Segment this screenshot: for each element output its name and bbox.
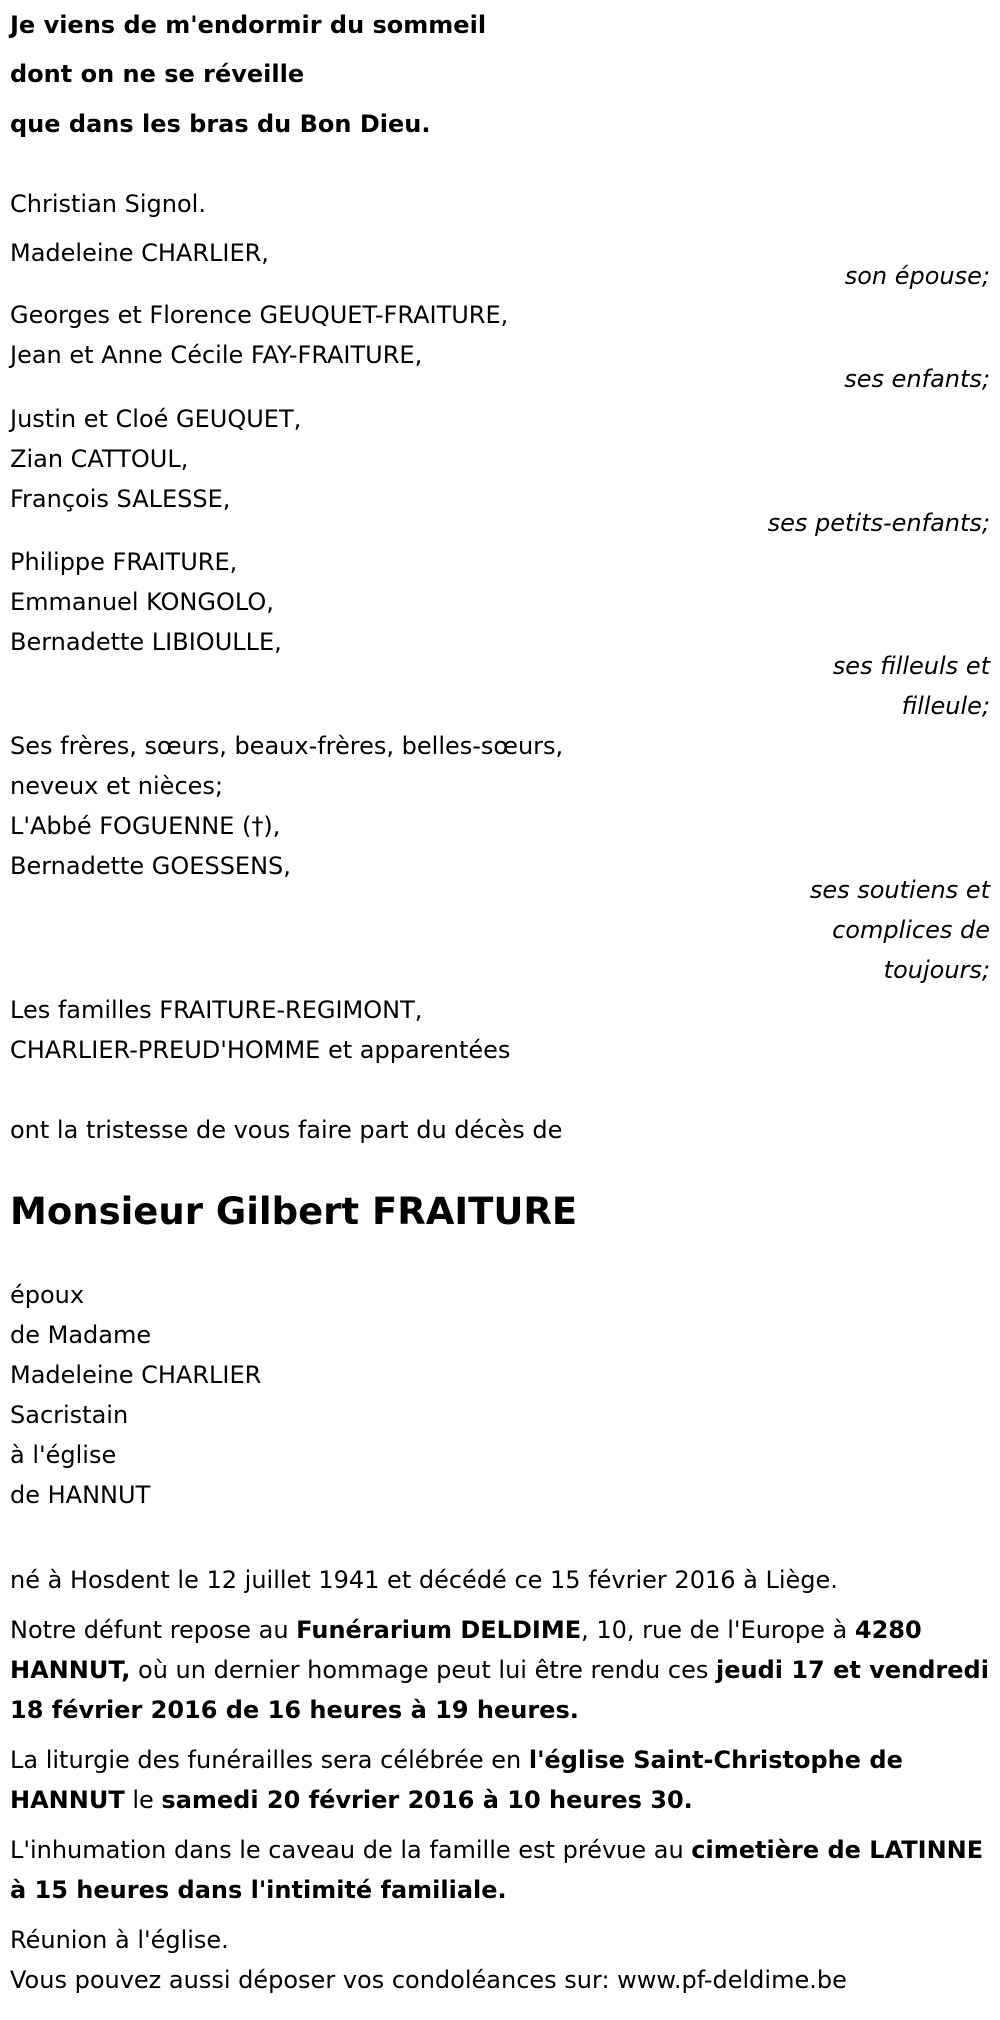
supporters-relation: toujours; bbox=[883, 956, 990, 984]
supporters-relation: ses soutiens et bbox=[809, 876, 990, 904]
supporter-line: Bernadette GOESSENS, bbox=[10, 852, 291, 880]
deceased-detail: à l'église bbox=[10, 1441, 117, 1469]
spouse-name: Madeleine CHARLIER, bbox=[10, 239, 269, 267]
grandchildren-relation: ses petits-enfants; bbox=[767, 509, 990, 537]
children-relation: ses enfants; bbox=[844, 365, 990, 393]
quote-line-1: Je viens de m'endormir du sommeil bbox=[10, 11, 487, 39]
burial-text: L'inhumation dans le caveau de la famille est prévue au bbox=[10, 1836, 692, 1864]
supporter-line: L'Abbé FOGUENNE (†), bbox=[10, 812, 281, 840]
visiting-hours: jeudi 17 et vendredi 18 février 2016 de 16 heures à 19 heures. bbox=[10, 1656, 989, 1724]
deceased-detail: Sacristain bbox=[10, 1401, 129, 1429]
funerarium-city: 4280 HANNUT, bbox=[10, 1616, 922, 1684]
child-name: Georges et Florence GEUQUET-FRAITURE, bbox=[10, 301, 509, 329]
godchild-name: Bernadette LIBIOULLE, bbox=[10, 628, 282, 656]
spouse-relation: son épouse; bbox=[844, 262, 990, 290]
godchild-name: Philippe FRAITURE, bbox=[10, 548, 238, 576]
funerarium-name: Funérarium DELDIME bbox=[296, 1616, 582, 1644]
deceased-detail: de HANNUT bbox=[10, 1481, 151, 1509]
quote-line-2: dont on ne se réveille bbox=[10, 60, 305, 88]
cemetery-info: cimetière de LATINNE à 15 heures dans l'intimité familiale. bbox=[10, 1836, 984, 1904]
burial-paragraph bbox=[10, 1830, 990, 1910]
birth-death: né à Hosdent le 12 juillet 1941 et décédé ce 15 février 2016 à Liège. bbox=[10, 1566, 838, 1594]
families-line: Les familles FRAITURE-REGIMONT, bbox=[10, 996, 423, 1024]
supporters-relation: complices de bbox=[832, 916, 990, 944]
rest-paragraph bbox=[10, 1610, 990, 1730]
rest-text: où un dernier hommage peut lui être rendu ces bbox=[130, 1656, 716, 1684]
liturgy-paragraph bbox=[10, 1740, 990, 1820]
child-name: Jean et Anne Cécile FAY-FRAITURE, bbox=[10, 341, 423, 369]
deceased-detail: de Madame bbox=[10, 1321, 152, 1349]
deceased-detail: Madeleine CHARLIER bbox=[10, 1361, 262, 1389]
deceased-name: Monsieur Gilbert FRAITURE bbox=[10, 1190, 578, 1233]
families-line: CHARLIER-PREUD'HOMME et apparentées bbox=[10, 1036, 511, 1064]
condolences: Vous pouvez aussi déposer vos condoléances sur: www.pf-deldime.be bbox=[10, 1966, 847, 1994]
godchildren-relation: ses filleuls et bbox=[832, 652, 990, 680]
liturgy-date: samedi 20 février 2016 à 10 heures 30. bbox=[161, 1786, 693, 1814]
supporter-line: Ses frères, sœurs, beaux-frères, belles-sœurs, bbox=[10, 732, 564, 760]
grandchild-name: François SALESSE, bbox=[10, 485, 231, 513]
quote-author: Christian Signol. bbox=[10, 190, 206, 218]
grandchild-name: Justin et Cloé GEUQUET, bbox=[10, 405, 302, 433]
grandchild-name: Zian CATTOUL, bbox=[10, 445, 189, 473]
supporter-line: neveux et nièces; bbox=[10, 772, 223, 800]
rest-text: Notre défunt repose au bbox=[10, 1616, 297, 1644]
meeting: Réunion à l'église. bbox=[10, 1926, 229, 1954]
rest-text: , 10, rue de l'Europe à bbox=[581, 1616, 855, 1644]
liturgy-text: le bbox=[124, 1786, 162, 1814]
deceased-detail: époux bbox=[10, 1281, 85, 1309]
church-name: l'église Saint-Christophe de HANNUT bbox=[10, 1746, 903, 1814]
announcement: ont la tristesse de vous faire part du décès de bbox=[10, 1116, 563, 1144]
quote-line-3: que dans les bras du Bon Dieu. bbox=[10, 110, 431, 138]
godchild-name: Emmanuel KONGOLO, bbox=[10, 588, 274, 616]
godchildren-relation: filleule; bbox=[901, 692, 990, 720]
liturgy-text: La liturgie des funérailles sera célébrée en bbox=[10, 1746, 529, 1774]
